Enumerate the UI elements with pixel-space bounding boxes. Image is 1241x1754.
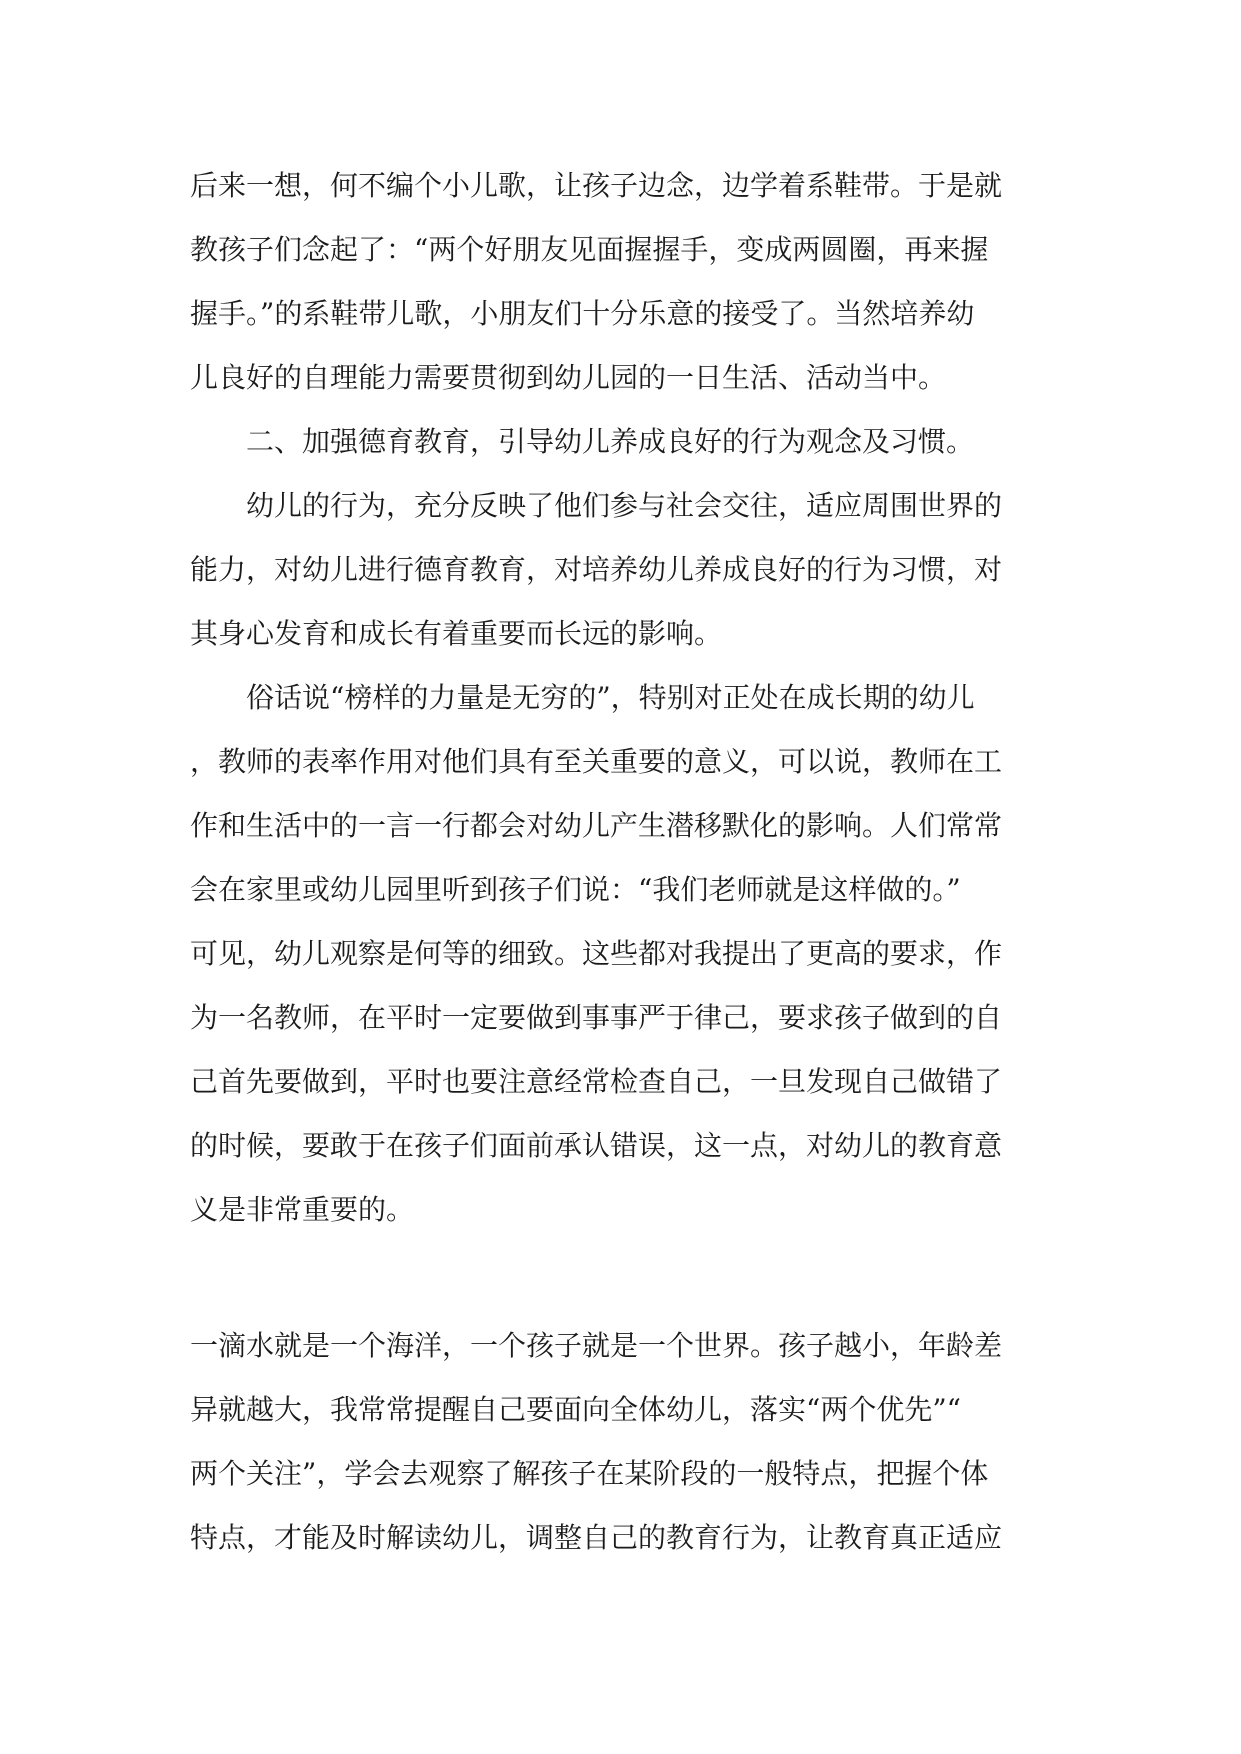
text-line: 握手。”的系鞋带儿歌，小朋友们十分乐意的接受了。当然培养幼: [190, 297, 975, 330]
text-line: 特点，才能及时解读幼儿，调整自己的教育行为，让教育真正适应: [190, 1521, 1003, 1554]
text-line: 异就越大，我常常提醒自己要面向全体幼儿，落实“两个优先”“: [190, 1393, 961, 1426]
text-line: 义是非常重要的。: [190, 1193, 415, 1226]
text-line: 一滴水就是一个海洋，一个孩子就是一个世界。孩子越小，年龄差: [190, 1329, 1003, 1362]
text-line: 的时候，要敢于在孩子们面前承认错误，这一点，对幼儿的教育意: [190, 1129, 1003, 1162]
text-line: ，教师的表率作用对他们具有至关重要的意义，可以说，教师在工: [190, 745, 1003, 778]
text-line: 可见，幼儿观察是何等的细致。这些都对我提出了更高的要求，作: [190, 937, 1003, 970]
text-block-upper: [190, 154, 1040, 1242]
text-line: 两个关注”，学会去观察了解孩子在某阶段的一般特点，把握个体: [190, 1457, 989, 1490]
text-line: 二、加强德育教育，引导幼儿养成良好的行为观念及习惯。: [246, 425, 975, 458]
text-line: 作和生活中的一言一行都会对幼儿产生潜移默化的影响。人们常常: [190, 809, 1003, 842]
text-line: 为一名教师，在平时一定要做到事事严于律己，要求孩子做到的自: [190, 1001, 1003, 1034]
text-line: 己首先要做到，平时也要注意经常检查自己，一旦发现自己做错了: [190, 1065, 1003, 1098]
text-line: 幼儿的行为，充分反映了他们参与社会交往，适应周围世界的: [246, 489, 1003, 522]
text-line: 儿良好的自理能力需要贯彻到幼儿园的一日生活、活动当中。: [190, 361, 947, 394]
text-line: 教孩子们念起了：“两个好朋友见面握握手，变成两圆圈，再来握: [190, 233, 989, 266]
text-line: 其身心发育和成长有着重要而长远的影响。: [190, 617, 723, 650]
text-line: 后来一想，何不编个小儿歌，让孩子边念，边学着系鞋带。于是就: [190, 169, 1003, 202]
text-line: 会在家里或幼儿园里听到孩子们说：“我们老师就是这样做的。”: [190, 873, 961, 906]
text-block-lower: [190, 1314, 1040, 1570]
text-line: 俗话说“榜样的力量是无穷的”，特别对正处在成长期的幼儿: [246, 681, 975, 714]
text-line: 能力，对幼儿进行德育教育，对培养幼儿养成良好的行为习惯，对: [190, 553, 1003, 586]
